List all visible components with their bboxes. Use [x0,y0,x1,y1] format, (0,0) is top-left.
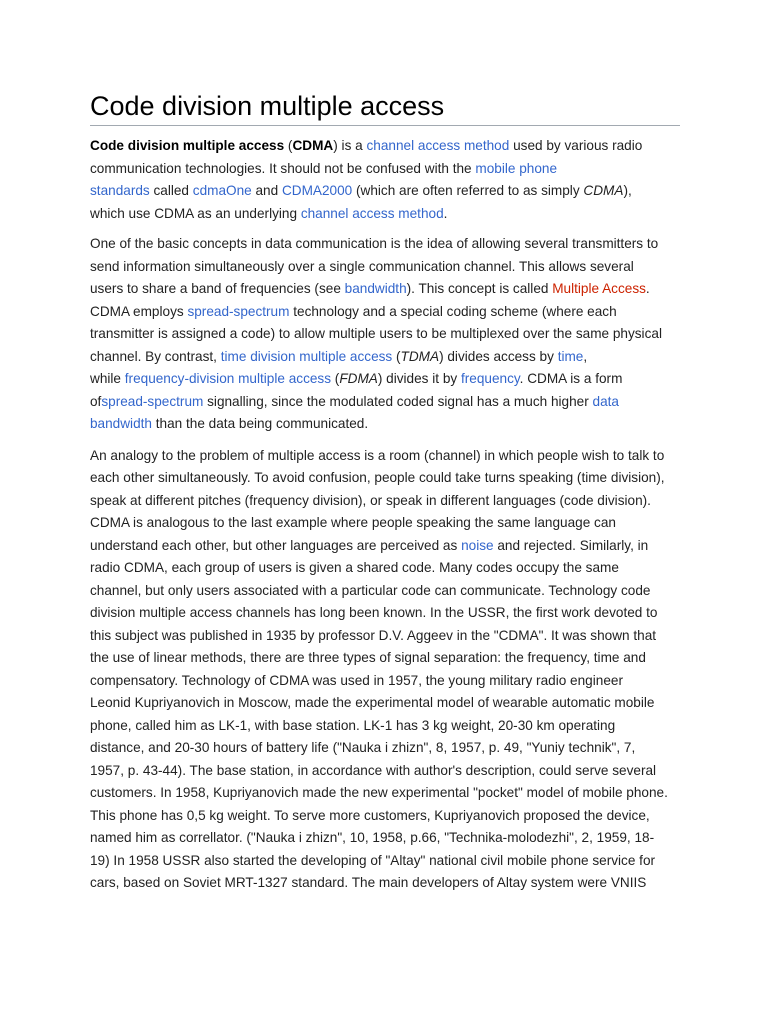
link-frequency[interactable]: frequency [460,371,520,386]
text-line: division multiple access channels has long been known. In the USSR, the first work devoted to [90,605,658,620]
text: ) divides access by [439,348,558,364]
text-line: each other simultaneously. To avoid confusion, people could take turns speaking (time division), [90,470,665,485]
link-data-bandwidth[interactable]: data [592,393,619,409]
link-channel-access-method[interactable]: channel access method [366,138,510,153]
text-line [90,535,680,558]
italic-term: FDMA [339,371,378,386]
italic-term: CDMA [583,183,624,198]
text: which use CDMA as an underlying [90,205,301,221]
link-spread-spectrum[interactable]: spread-spectrum [101,393,204,409]
text: understand each other, but other languages are perceived as [90,537,462,553]
text: . [645,281,650,296]
link-channel-access-method[interactable]: channel access method [300,205,444,221]
text: technology and a special coding scheme (where each [289,303,617,319]
link-tdma[interactable]: time division multiple access [220,348,393,364]
text: . CDMA is a form [519,371,623,386]
text-line: speak at different pitches (frequency division), or speak in different languages (code division). [90,492,651,508]
text-line: cars, based on Soviet MRT-1327 standard. The main developers of Altay system were VNIIS [90,875,647,890]
text-line: phone, called him as LK-1, with base station. LK-1 has 3 kg weight, 20-30 km operating [90,717,616,733]
link-multiple-access[interactable]: Multiple Access [552,281,646,296]
article [90,88,680,895]
text-line: An analogy to the problem of multiple access is a room (channel) in which people wish to talk to [90,447,665,463]
text: ), [623,183,632,198]
text-line: Leonid Kupriyanovich in Moscow, made the experimental model of wearable automatic mobile [90,695,655,710]
text: (which are often referred to as simply [352,183,584,198]
analogy-paragraph [90,445,680,895]
link-cdma2000[interactable]: CDMA2000 [281,183,353,198]
text-line [90,203,680,226]
text: users to share a band of frequencies (see [90,281,345,296]
text: signalling, since the modulated coded signal has a much higher [203,393,593,409]
text: communication technologies. It should not be confused with the [90,160,476,176]
text-line: named him as correllator. ("Nauka i zhizn", 10, 1958, p.66, "Technika-molodezhi", 2, 1959, 18- [90,830,655,845]
text: ) is a [333,138,367,153]
text: called [149,183,193,198]
text: , [583,348,588,364]
text-line [90,180,680,203]
text: channel. By contrast, [90,348,221,364]
text: ) divides it by [377,371,461,386]
text-line [90,413,680,436]
link-fdma[interactable]: frequency-division multiple access [124,371,332,386]
text-line: This phone has 0,5 kg weight. To serve more customers, Kupriyanovich proposed the device, [90,807,650,823]
link-mobile-phone-standards[interactable]: standards [90,183,150,198]
text-line: transmitter is assigned a code) to allow multiple users to be multiplexed over the same physical [90,326,662,341]
link-cdmaone[interactable]: cdmaOne [192,183,252,198]
text-line: customers. In 1958, Kupriyanovich made the new experimental "pocket" model of mobile phone. [90,785,668,800]
text-line: distance, and 20-30 hours of battery life ("Nauka i zhizn", 8, 1957, p. 49, "Yuniy technik", 7, [90,740,636,755]
text-line: CDMA is analogous to the last example where people speaking the same language can [90,515,616,530]
text: while [90,371,125,386]
text: . [443,205,448,221]
bold-term: Code division multiple access [90,138,285,153]
text: CDMA employs [90,303,188,319]
text-line [90,391,680,414]
text-line: compensatory. Technology of CDMA was used in 1957, the young military radio engineer [90,672,623,688]
text-line [90,278,680,301]
text-line [90,368,680,391]
text-line: the use of linear methods, there are three types of signal separation: the frequency, time and [90,650,646,665]
text-line: 1957, p. 43-44). The base station, in accordance with author's description, could serve several [90,762,657,778]
text-line: 19) In 1958 USSR also started the developing of "Altay" national civil mobile phone service for [90,852,656,868]
link-noise[interactable]: noise [461,537,494,553]
link-time[interactable]: time [557,348,584,364]
text-line [90,301,680,324]
text-line: channel, but only users associated with a particular code can communicate. Technology code [90,582,651,598]
concept-paragraph [90,233,680,436]
text: and rejected. Similarly, in [493,537,649,553]
text-line: One of the basic concepts in data communication is the idea of allowing several transmitters to [90,236,659,251]
text-line: send information simultaneously over a single communication channel. This allows several [90,258,634,274]
text: used by various radio [509,138,643,153]
text-line [90,135,680,158]
text: ( [284,138,293,153]
text: than the data being communicated. [151,416,369,431]
text-line [90,158,680,181]
text-line: radio CDMA, each group of users is given a shared code. Many codes occupy the same [90,560,619,575]
text: ( [331,371,340,386]
intro-paragraph [90,135,680,225]
text: of [90,393,102,409]
text: ( [392,348,401,364]
text: and [251,183,282,198]
text: ). This concept is called [406,281,553,296]
text-line: this subject was published in 1935 by professor D.V. Aggeev in the "CDMA". It was shown that [90,627,657,643]
text-line [90,346,680,369]
link-mobile-phone-standards[interactable]: mobile phone [475,160,558,176]
bold-term: CDMA [292,138,334,153]
link-data-bandwidth[interactable]: bandwidth [90,416,152,431]
link-bandwidth[interactable]: bandwidth [344,281,407,296]
italic-term: TDMA [400,348,440,364]
link-spread-spectrum[interactable]: spread-spectrum [187,303,290,319]
page-title: Code division multiple access [90,88,680,126]
